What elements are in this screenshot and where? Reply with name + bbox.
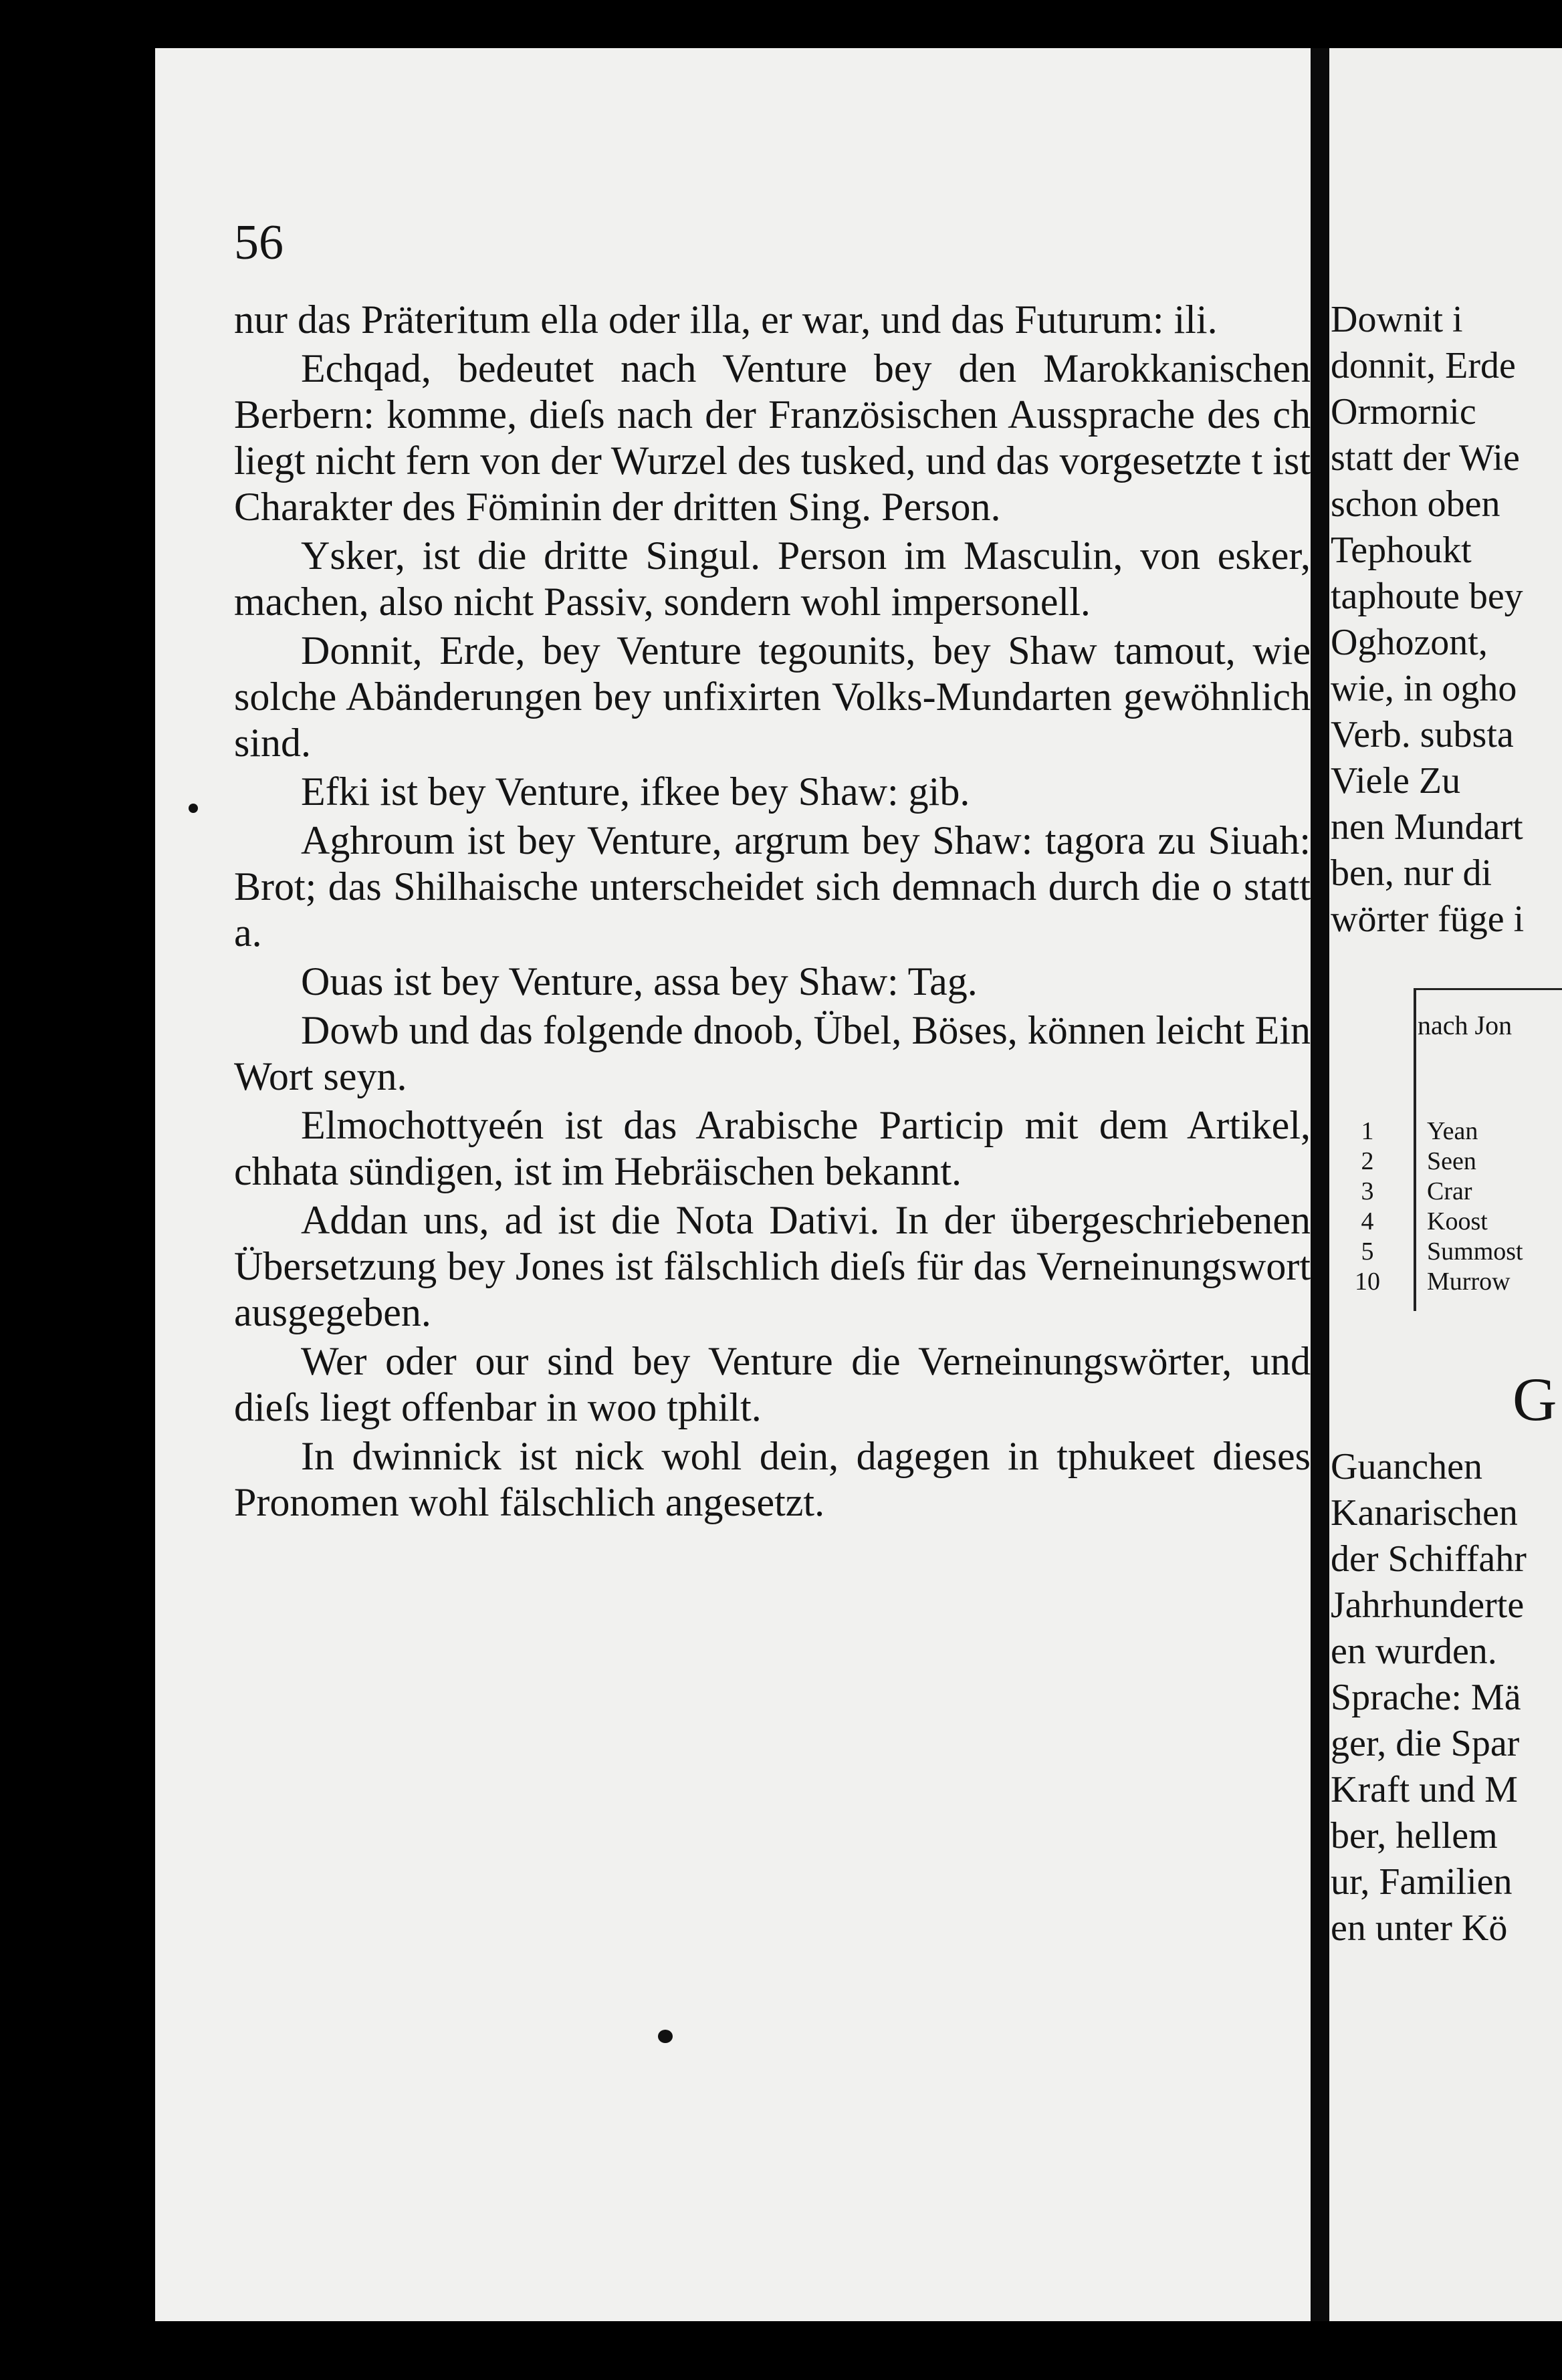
paragraph: nur das Präteritum ella oder illa, er war, und das Futurum: ili. [234,298,1218,342]
right-page-line: Sprache: Mä [1331,1677,1521,1718]
right-page-line: schon oben [1331,483,1500,525]
right-table-numbers [1331,1116,1404,1297]
table-word: Koost [1427,1207,1488,1235]
paragraph: Wer oder our sind bey Venture die Verneinungswörter, und dieſs liegt offenbar in woo tphilt. [234,1339,1311,1429]
right-page-line: Viele Zu [1331,760,1461,802]
right-page-line: donnit, Erde [1331,345,1516,386]
paragraph: Addan uns, ad ist die Nota Dativi. In der übergeschriebenen Übersetzung bey Jones ist fälschlich dieſs für das Verneinungswort ausgegeben. [234,1198,1311,1334]
right-page-lines-top [1331,297,1562,943]
table-word: Seen [1427,1147,1476,1175]
table-word: Yean [1427,1117,1478,1145]
body-text [234,297,1311,1528]
right-page-line: Tephoukt [1331,529,1472,571]
right-page-line: Oghozont, [1331,622,1488,663]
page-number: 56 [234,215,284,270]
paragraph: Donnit, Erde, bey Venture tegounits, bey Shaw tamout, wie solche Abänderungen bey unfixirten Volks-Mundarten gewöhnlich sind. [234,628,1311,765]
paragraph: Aghroum ist bey Venture, argrum bey Shaw: tagora zu Siuah: Brot; das Shilhaische unterscheidet sich demnach durch die o statt a. [234,818,1311,955]
right-section-initial: G [1513,1365,1557,1433]
right-page-line: Kraft und M [1331,1769,1518,1810]
right-page-line: nen Mundart [1331,806,1523,848]
ink-speck [189,804,198,813]
paragraph: Elmochottyeén ist das Arabische Particip mit dem Artikel, chhata sündigen, ist im Hebräischen bekannt. [234,1103,1311,1193]
right-page-line: Ormornic [1331,391,1476,433]
table-number: 3 [1361,1177,1374,1205]
right-page-line: ben, nur di [1331,852,1492,894]
ink-speck [658,2030,673,2043]
paragraph: Ouas ist bey Venture, assa bey Shaw: Tag. [301,959,978,1003]
right-page-line: der Schiffahr [1331,1538,1527,1580]
right-page-line: Downit i [1331,299,1463,340]
paragraph: In dwinnick ist nick wohl dein, dagegen in tphukeet dieses Pronomen wohl fälschlich angesetzt. [234,1434,1311,1524]
right-page-line: taphoute bey [1331,576,1523,617]
right-page-line: Kanarischen [1331,1492,1518,1534]
right-page-line: ber, hellem [1331,1815,1498,1857]
table-number: 10 [1355,1268,1380,1296]
right-page-line: ur, Familien [1331,1861,1513,1903]
paragraph: Dowb und das folgende dnoob, Übel, Böses, können leicht Ein Wort seyn. [234,1008,1311,1098]
paragraph: Ysker, ist die dritte Singul. Person im Masculin, von esker, machen, also nicht Passiv, sondern wohl impersonell. [234,533,1311,624]
right-page-line: ger, die Spar [1331,1723,1520,1764]
right-page-line: Jahrhunderte [1331,1584,1525,1626]
right-page-line: Guanchen [1331,1446,1483,1488]
table-number: 4 [1361,1207,1374,1235]
table-word: Murrow [1427,1268,1511,1296]
right-page-line: wörter füge i [1331,899,1525,940]
right-table-words [1427,1116,1562,1297]
table-number: 1 [1361,1117,1374,1145]
right-page-line: en unter Kö [1331,1907,1508,1949]
table-word: Summost [1427,1237,1523,1266]
table-number: 2 [1361,1147,1374,1175]
right-page-line: Verb. substa [1331,714,1514,755]
paragraph: Efki ist bey Venture, ifkee bey Shaw: gib. [301,769,970,814]
right-table-header: nach Jon [1418,1010,1513,1040]
paragraph: Echqad, bedeutet nach Venture bey den Marokkanischen Berbern: komme, dieſs nach der Französischen Aussprache des ch liegt nicht fern von der Wurzel des tusked, und das vorgesetzte t ist Charakter des Föminin der dritten Sing. Person. [234,346,1311,529]
right-page-lines-bottom [1331,1444,1562,1951]
right-page-line: en wurden. [1331,1631,1497,1672]
table-word: Crar [1427,1177,1472,1205]
right-page-line: statt der Wie [1331,437,1520,479]
table-number: 5 [1361,1237,1374,1266]
right-page-line: wie, in ogho [1331,668,1517,709]
book-gutter [1311,48,1329,2321]
